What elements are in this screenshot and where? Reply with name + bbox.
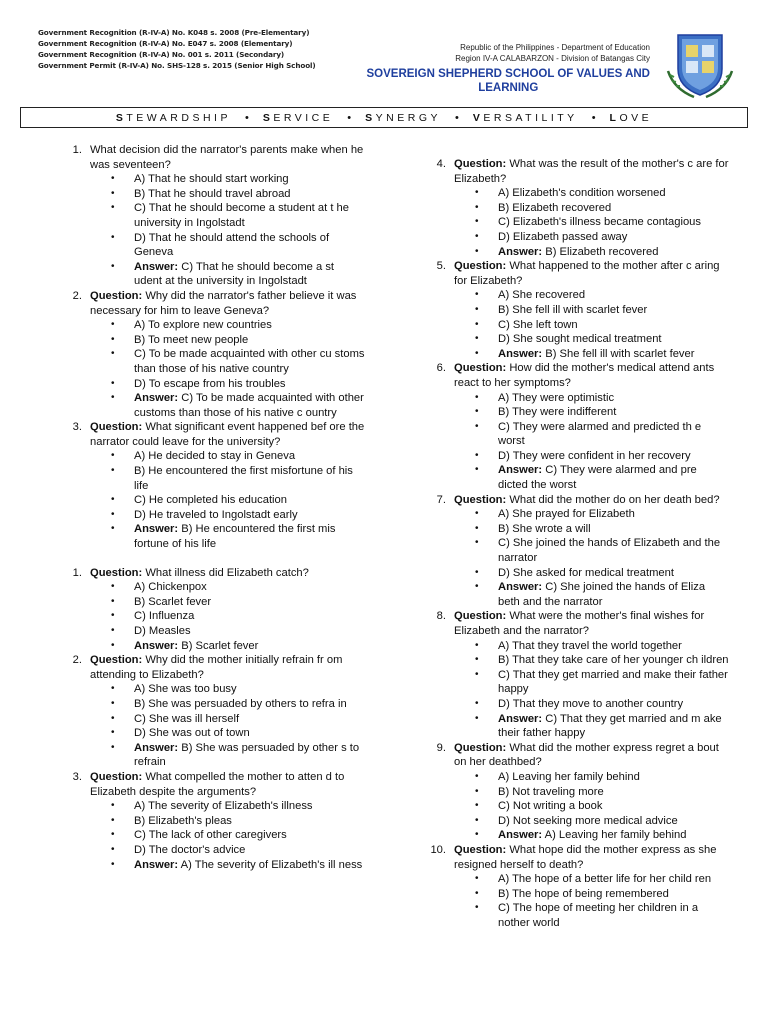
- division-line: Region IV-A CALABARZON - Division of Batangas City: [455, 54, 650, 63]
- question-number: 6.: [436, 362, 446, 375]
- answer-label: Answer:: [134, 639, 179, 652]
- option-item: • A) That he should start working: [106, 172, 365, 187]
- permit-line: Government Permit (R-IV-A) No. SHS-128 s. 2015 (Senior High School): [38, 61, 316, 70]
- option-item: • D) That he should attend the schools of Geneva: [106, 231, 365, 260]
- question-body: What hope did the mother express as she resigned herself to death?: [454, 843, 717, 871]
- question-number: 1.: [72, 144, 82, 156]
- option-item: • C) She was ill herself: [106, 712, 365, 727]
- option-item: • D) She sought medical treatment: [470, 332, 729, 347]
- option-list: [454, 770, 729, 843]
- value-item: VERSATILITY: [472, 111, 578, 124]
- question-item: [424, 259, 729, 361]
- school-name-line2: LEARNING: [478, 82, 539, 94]
- question-number: 8.: [436, 610, 446, 623]
- option-item: • D) That they move to another country: [470, 697, 729, 712]
- question-item: [60, 770, 365, 872]
- option-item: • B) That they take care of her younger ch ildren: [470, 653, 729, 668]
- question-number: 3.: [72, 770, 82, 783]
- option-item: • B) He encountered the first misfortune of his life: [106, 464, 365, 493]
- question-number: 9.: [436, 741, 446, 754]
- answer-label: Answer:: [498, 581, 543, 594]
- option-item: • B) Scarlet fever: [106, 595, 365, 610]
- answer-item: [470, 580, 729, 609]
- option-item: • A) She recovered: [470, 288, 729, 303]
- option-item: • A) Leaving her family behind: [470, 770, 729, 785]
- right-question-column: [424, 143, 729, 930]
- question-item: [60, 653, 365, 770]
- school-name-line1: SOVEREIGN SHEPHERD SCHOOL OF VALUES AND: [366, 68, 650, 80]
- option-item: • A) Elizabeth's condition worsened: [470, 186, 729, 201]
- option-item: • C) Elizabeth's illness became contagious: [470, 215, 729, 230]
- question-item: [60, 289, 365, 420]
- option-item: • B) She was persuaded by others to refra in: [106, 697, 365, 712]
- answer-text: C) That he should become a st udent at the university in Ingolstadt: [134, 260, 335, 288]
- question-text: [454, 493, 729, 508]
- option-item: • C) Influenza: [106, 609, 365, 624]
- option-item: • D) To escape from his troubles: [106, 377, 365, 392]
- question-text: [90, 770, 365, 799]
- permit-line: Government Recognition (R-IV-A) No. 001 s. 2011 (Secondary): [38, 50, 285, 59]
- option-item: • A) That they travel the world together: [470, 639, 729, 654]
- option-item: • B) Not traveling more: [470, 785, 729, 800]
- option-item: • A) The severity of Elizabeth's illness: [106, 799, 365, 814]
- option-list: [454, 288, 729, 361]
- option-item: • D) She was out of town: [106, 726, 365, 741]
- answer-label: Answer:: [498, 829, 543, 842]
- option-item: • C) To be made acquainted with other cu stoms than those of his native country: [106, 347, 365, 376]
- answer-item: [106, 260, 365, 289]
- option-item: • D) Elizabeth passed away: [470, 230, 729, 245]
- answer-item: [106, 639, 365, 654]
- question-label: Question:: [90, 566, 143, 579]
- permit-line: Government Recognition (R-IV-A) No. K048 s. 2008 (Pre-Elementary): [38, 28, 310, 37]
- option-item: • D) She asked for medical treatment: [470, 566, 729, 581]
- question-item: [60, 143, 365, 289]
- answer-label: Answer:: [498, 464, 543, 477]
- value-item: SERVICE: [262, 111, 334, 124]
- question-body: What did the mother express regret a bout on her deathbed?: [454, 741, 719, 769]
- answer-text: A) The severity of Elizabeth's ill ness: [180, 858, 363, 871]
- option-item: • A) The hope of a better life for her child ren: [470, 872, 729, 887]
- answer-text: B) He encountered the first mis fortune of his life: [134, 523, 336, 551]
- question-number: 10.: [430, 843, 446, 856]
- answer-item: [106, 741, 365, 770]
- question-text: [454, 741, 729, 770]
- option-item: • A) To explore new countries: [106, 318, 365, 333]
- option-item: • D) The doctor's advice: [106, 843, 365, 858]
- bullet-separator: •: [591, 111, 596, 124]
- answer-label: Answer:: [134, 741, 179, 754]
- answer-text: C) To be made acquainted with other customs than those of his native c ountry: [134, 392, 364, 419]
- answer-text: C) They were alarmed and pre dicted the worst: [498, 464, 697, 492]
- school-seal-icon: [664, 31, 736, 99]
- question-item: [424, 157, 729, 259]
- question-item: [60, 566, 365, 654]
- option-list: [90, 580, 365, 653]
- question-body: What decision did the narrator's parents make when he was seventeen?: [90, 144, 364, 171]
- answer-text: C) She joined the hands of Eliza beth and the narrator: [498, 581, 706, 608]
- question-label: Question:: [90, 421, 143, 434]
- answer-label: Answer:: [498, 245, 543, 258]
- question-body: What happened to the mother after c aring for Elizabeth?: [454, 260, 720, 287]
- question-item: [424, 741, 729, 843]
- option-list: [90, 682, 365, 770]
- question-text: [90, 289, 365, 318]
- option-item: • B) The hope of being remembered: [470, 887, 729, 902]
- question-number: 2.: [72, 654, 82, 667]
- question-label: Question:: [454, 362, 507, 375]
- option-item: • C) That they get married and make their father happy: [470, 668, 729, 697]
- option-item: • D) Not seeking more medical advice: [470, 814, 729, 829]
- option-list: [90, 172, 365, 289]
- option-item: • B) They were indifferent: [470, 405, 729, 420]
- government-permits: [38, 27, 316, 71]
- option-item: • B) To meet new people: [106, 333, 365, 348]
- question-body: Why did the mother initially refrain fr om attending to Elizabeth?: [90, 654, 343, 681]
- option-item: • C) Not writing a book: [470, 799, 729, 814]
- question-item: [60, 420, 365, 551]
- answer-item: [470, 828, 729, 843]
- option-item: • C) She joined the hands of Elizabeth and the narrator: [470, 536, 729, 565]
- option-list: [454, 186, 729, 259]
- option-item: • C) They were alarmed and predicted th e worst: [470, 420, 729, 449]
- answer-text: B) She was persuaded by other s to refrain: [134, 741, 360, 769]
- option-item: • A) She was too busy: [106, 682, 365, 697]
- bullet-separator: •: [244, 111, 249, 124]
- option-list: [90, 318, 365, 420]
- option-list: [454, 391, 729, 493]
- answer-item: [470, 463, 729, 492]
- question-text: [454, 259, 729, 288]
- permit-line: Government Recognition (R-IV-A) No. E047 s. 2008 (Elementary): [38, 39, 293, 48]
- question-text: [454, 361, 729, 390]
- option-item: • C) She left town: [470, 318, 729, 333]
- question-number: 4.: [436, 158, 446, 170]
- answer-text: B) She fell ill with scarlet fever: [545, 347, 695, 360]
- question-number: 2.: [72, 289, 82, 302]
- question-text: [90, 143, 365, 172]
- option-list: [454, 507, 729, 609]
- question-text: [90, 653, 365, 682]
- answer-label: Answer:: [134, 858, 179, 871]
- question-text: [90, 420, 365, 449]
- answer-label: Answer:: [498, 712, 543, 725]
- answer-text: B) Elizabeth recovered: [545, 245, 659, 258]
- answer-item: [470, 245, 729, 260]
- question-body: What significant event happened bef ore the narrator could leave for the university?: [90, 421, 365, 448]
- option-item: • D) He traveled to Ingolstadt early: [106, 508, 365, 523]
- answer-text: C) That they get married and m ake their father happy: [498, 712, 722, 740]
- option-item: • D) Measles: [106, 624, 365, 639]
- answer-item: [106, 391, 365, 420]
- question-label: Question:: [454, 741, 507, 754]
- answer-label: Answer:: [498, 347, 543, 360]
- question-body: How did the mother's medical attend ants react to her symptoms?: [454, 362, 715, 389]
- option-item: • B) That he should travel abroad: [106, 187, 365, 202]
- question-label: Question:: [454, 158, 507, 170]
- option-list: [90, 799, 365, 872]
- question-label: Question:: [454, 843, 507, 856]
- option-item: • A) Chickenpox: [106, 580, 365, 595]
- bullet-separator: •: [454, 111, 459, 124]
- option-list: [454, 872, 729, 930]
- question-label: Question:: [90, 289, 143, 302]
- core-values-bar: [20, 107, 748, 128]
- answer-item: [470, 712, 729, 741]
- question-text: [454, 157, 729, 186]
- question-item: [424, 493, 729, 610]
- question-label: Question:: [454, 610, 507, 623]
- option-item: • B) Elizabeth's pleas: [106, 814, 365, 829]
- question-number: 5.: [436, 260, 446, 273]
- option-list: [90, 449, 365, 551]
- answer-label: Answer:: [134, 523, 179, 536]
- option-item: • A) He decided to stay in Geneva: [106, 449, 365, 464]
- option-item: • C) That he should become a student at t he university in Ingolstadt: [106, 201, 365, 230]
- question-number: 3.: [72, 421, 82, 434]
- option-item: • B) She wrote a will: [470, 522, 729, 537]
- answer-label: Answer:: [134, 260, 179, 273]
- answer-item: [106, 522, 365, 551]
- question-text: [90, 566, 365, 581]
- option-item: • C) He completed his education: [106, 493, 365, 508]
- question-label: Question:: [454, 493, 507, 506]
- option-item: • B) She fell ill with scarlet fever: [470, 303, 729, 318]
- question-item: [424, 843, 729, 931]
- deped-line: Republic of the Philippines - Department of Education: [460, 43, 650, 52]
- option-item: • D) They were confident in her recovery: [470, 449, 729, 464]
- option-item: • C) The hope of meeting her children in a nother world: [470, 901, 729, 930]
- option-item: • B) Elizabeth recovered: [470, 201, 729, 216]
- answer-label: Answer:: [134, 392, 179, 405]
- section-gap: [424, 143, 729, 157]
- school-name: [367, 67, 651, 95]
- question-label: Question:: [90, 654, 143, 667]
- option-list: [454, 639, 729, 741]
- answer-text: A) Leaving her family behind: [544, 829, 687, 842]
- question-body: What were the mother's final wishes for Elizabeth and the narrator?: [454, 610, 705, 637]
- question-body: What illness did Elizabeth catch?: [145, 566, 309, 579]
- question-label: Question:: [90, 770, 143, 783]
- left-question-column: [60, 143, 365, 872]
- value-item: STEWARDSHIP: [115, 111, 231, 124]
- answer-item: [470, 347, 729, 362]
- option-item: • C) The lack of other caregivers: [106, 828, 365, 843]
- question-text: [454, 609, 729, 638]
- option-item: • A) They were optimistic: [470, 391, 729, 406]
- value-item: LOVE: [609, 111, 653, 124]
- section-gap: [60, 552, 365, 566]
- option-item: • A) She prayed for Elizabeth: [470, 507, 729, 522]
- question-label: Question:: [454, 260, 507, 273]
- question-item: [424, 361, 729, 492]
- answer-text: B) Scarlet fever: [181, 639, 259, 652]
- question-number: 7.: [436, 493, 446, 506]
- question-body: What was the result of the mother's c are for Elizabeth?: [454, 158, 729, 185]
- bullet-separator: •: [347, 111, 352, 124]
- answer-item: [106, 858, 365, 873]
- value-item: SYNERGY: [365, 111, 441, 124]
- question-item: [424, 609, 729, 740]
- question-number: 1.: [72, 566, 82, 579]
- school-header: [367, 42, 651, 95]
- question-body: Why did the narrator's father believe it was necessary for him to leave Geneva?: [90, 289, 357, 317]
- question-body: What did the mother do on her death bed?: [509, 493, 720, 506]
- question-text: [454, 843, 729, 872]
- question-body: What compelled the mother to atten d to Elizabeth despite the arguments?: [90, 770, 345, 798]
